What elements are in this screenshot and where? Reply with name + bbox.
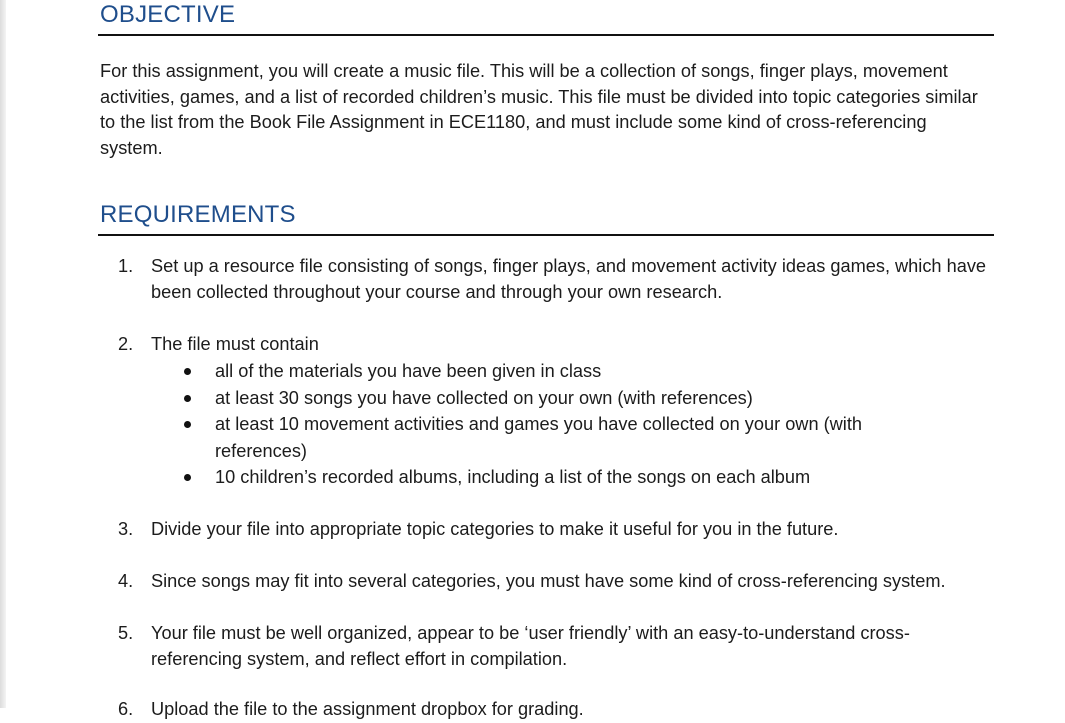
requirement-number: 1.	[118, 256, 134, 276]
requirement-number: 2.	[118, 334, 134, 354]
document-page	[98, 0, 994, 719]
bullet-icon	[184, 421, 191, 428]
requirement-text: Divide your file into appropriate topic categories to make it useful for you in the future.	[151, 519, 839, 539]
list-item	[178, 464, 938, 491]
objective-paragraph: For this assignment, you will create a music file. This will be a collection of songs, finger plays, movement activities, games, and a list of recorded children’s music. This file must be divided into topic categories similar to the list from the Book File Assignment in ECE1180, and must include some kind of cross-referencing system.	[100, 61, 978, 159]
requirement-text: Since songs may fit into several categories, you must have some kind of cross-referencing system.	[151, 571, 946, 591]
bullet-icon	[184, 474, 191, 481]
list-item	[178, 385, 938, 412]
list-item-text: at least 30 songs you have collected on your own (with references)	[215, 387, 753, 408]
list-item	[178, 411, 938, 464]
list-item-text: at least 10 movement activities and games you have collected on your own (with references)	[215, 414, 863, 461]
list-item-text: 10 children’s recorded albums, including a list of the songs on each album	[215, 467, 811, 487]
list-item	[178, 358, 938, 385]
requirement-number: 3.	[118, 519, 134, 539]
requirement-number: 5.	[118, 623, 134, 643]
list-item-text: all of the materials you have been given in class	[215, 361, 602, 381]
contains-list	[178, 358, 938, 491]
bullet-icon	[184, 395, 191, 402]
objective-heading: OBJECTIVE	[100, 1, 236, 28]
objective-rule	[98, 34, 994, 36]
requirement-text: Your file must be well organized, appear to be ‘user friendly’ with an easy-to-understand cross-referencing system, and reflect effort in compilation.	[151, 623, 910, 669]
page-left-edge	[0, 0, 6, 708]
requirement-number: 6.	[118, 699, 134, 719]
requirement-number: 4.	[118, 571, 134, 591]
requirements-heading: REQUIREMENTS	[100, 201, 296, 228]
bullet-icon	[184, 368, 191, 375]
requirements-rule	[98, 234, 994, 236]
requirement-text: Upload the file to the assignment dropbox for grading.	[151, 699, 584, 719]
requirement-text: The file must contain	[151, 334, 319, 354]
requirement-text: Set up a resource file consisting of songs, finger plays, and movement activity ideas games, which have been collected throughout your course and through your own research.	[151, 256, 987, 302]
